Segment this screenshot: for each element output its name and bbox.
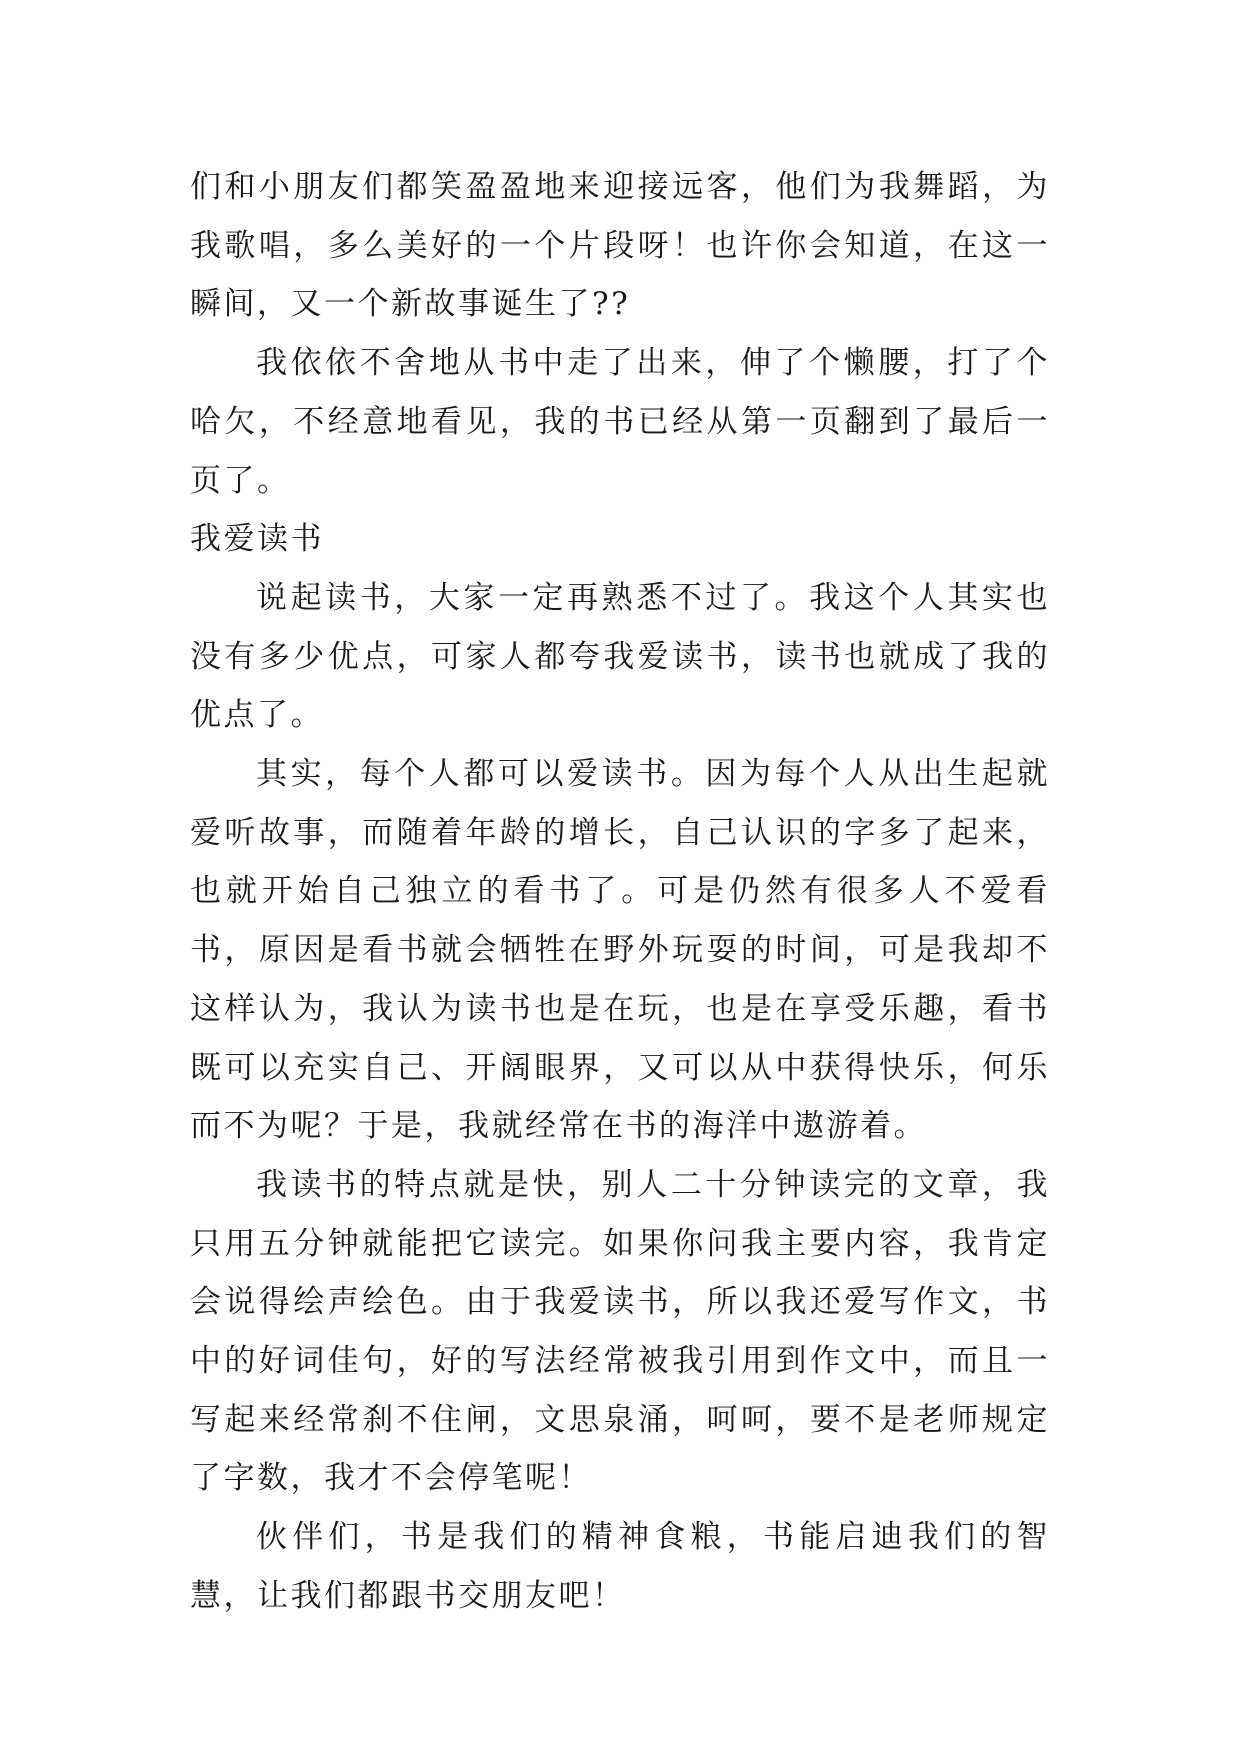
essay-title: 我爱读书 [190, 521, 324, 558]
paragraph-leaving-book: 我依依不舍地从书中走了出来，伸了个懒腰，打了个哈欠，不经意地看见，我的书已经从第一页翻到了最后一页了。 [190, 345, 1050, 499]
document-body [190, 158, 1050, 1626]
paragraph-continuation: 们和小朋友们都笑盈盈地来迎接远客，他们为我舞蹈，为我歌唱，多么美好的一个片段呀！也许你会知道，在这一瞬间，又一个新故事诞生了?? [190, 169, 1050, 323]
paragraph-reading-fast: 我读书的特点就是快，别人二十分钟读完的文章，我只用五分钟就能把它读完。如果你问我主要内容，我肯定会说得绘声绘色。由于我爱读书，所以我还爱写作文，书中的好词佳句，好的写法经常被我引用到作文中，而且一写起来经常刹不住闸，文思泉涌，呵呵，要不是老师规定了字数，我才不会停笔呢！ [190, 1166, 1050, 1497]
paragraph-everyone-can-read: 其实，每个人都可以爱读书。因为每个人从出生起就爱听故事，而随着年龄的增长，自己认识的字多了起来，也就开始自己独立的看书了。可是仍然有很多人不爱看书，原因是看书就会牺牲在野外玩耍的时间，可是我却不这样认为，我认为读书也是在玩，也是在享受乐趣，看书既可以充实自己、开阔眼界，又可以从中获得快乐，何乐而不为呢？于是，我就经常在书的海洋中遨游着。 [190, 756, 1050, 1145]
paragraph-intro: 说起读书，大家一定再熟悉不过了。我这个人其实也没有多少优点，可家人都夸我爱读书，读书也就成了我的优点了。 [190, 579, 1050, 734]
paragraph-conclusion: 伙伴们，书是我们的精神食粮，书能启迪我们的智慧，让我们都跟书交朋友吧！ [190, 1519, 1050, 1614]
